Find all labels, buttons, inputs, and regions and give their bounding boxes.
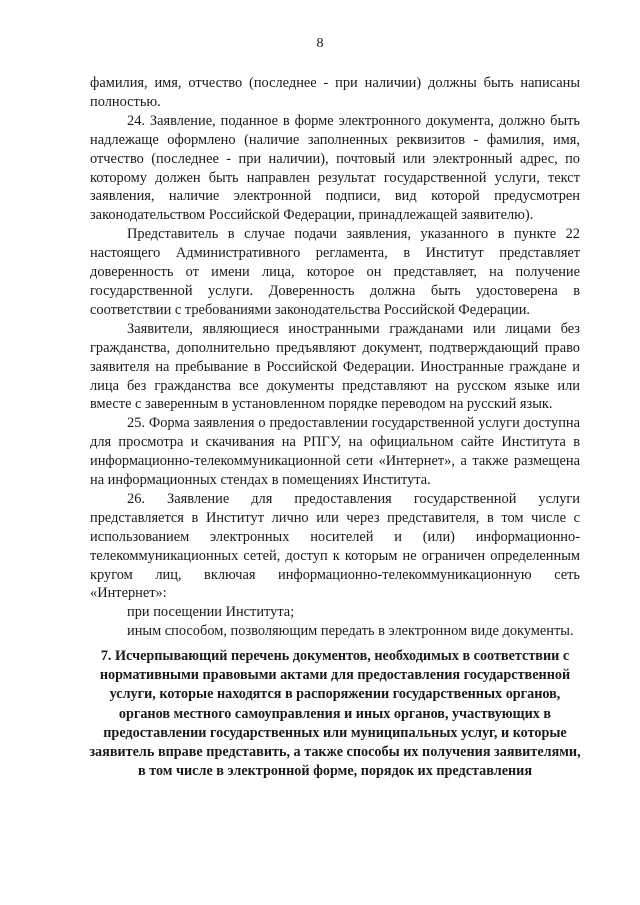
page-number: 8 [316, 36, 324, 51]
list-item-other-method: иным способом, позволяющим передать в электронном виде документы. [127, 623, 574, 640]
paragraph-24: 24. Заявление, поданное в форме электронного документа, должно быть надлежаще оформлено (наличие заполненных реквизитов - фамилия, имя, отчество (последнее - при наличии), почтовый или электронный адрес, по которому должен быть направлен результат государственной услуги, текст заявления, наличие электронной подписи, вид которой предусмотрен законодательством Российской Федерации, принадлежащей заявителю). [90, 112, 580, 224]
section-heading: 7. Исчерпывающий перечень документов, необходимых в соответствии с нормативными правовыми актами для предоставления государственной услуги, которые находятся в распоряжении государственных органов, органов местного самоуправления и иных органов, участвующих в предоставлении государственных или муниципальных услуг, и которые заявитель вправе представить, а также способы их получения заявителями, в том числе в электронной форме, порядок их представления [89, 648, 581, 780]
paragraph-continuation: фамилия, имя, отчество (последнее - при наличии) должны быть написаны полностью. [90, 75, 580, 110]
paragraph-representative: Представитель в случае подачи заявления, указанного в пункте 22 настоящего Административного регламента, в Институт представляет доверенность от имени лица, которое он представляет, на получение государственной услуги. Доверенность должна быть удостоверена в соответствии с требованиями законодательства Российской Федерации. [90, 226, 580, 318]
document-body [90, 74, 580, 641]
paragraph-foreign-applicants: Заявители, являющиеся иностранными гражданами или лицами без гражданства, дополнительно предъявляют документ, подтверждающий право заявителя на пребывание в Российской Федерации. Иностранные граждане и лица без гражданства все документы представляют на русском языке или вместе с заверенным в установленном порядке переводом на русский язык. [90, 320, 580, 413]
paragraph-25: 25. Форма заявления о предоставлении государственной услуги доступна для просмотра и скачивания на РПГУ, на официальном сайте Института в информационно-телекоммуникационной сети «Интернет», а также размещена на информационных стендах в помещениях Института. [90, 415, 580, 489]
list-item-visit: при посещении Института; [127, 604, 295, 621]
paragraph-26: 26. Заявление для предоставления государственной услуги представляется в Институт лично или через представителя, в том числе с использованием электронных носителей и (или) информационно-телекоммуникационных сетей, доступ к которым не ограничен определенным кругом лиц, включая информационно-телекоммуникационную сеть «Интернет»: [90, 490, 580, 602]
